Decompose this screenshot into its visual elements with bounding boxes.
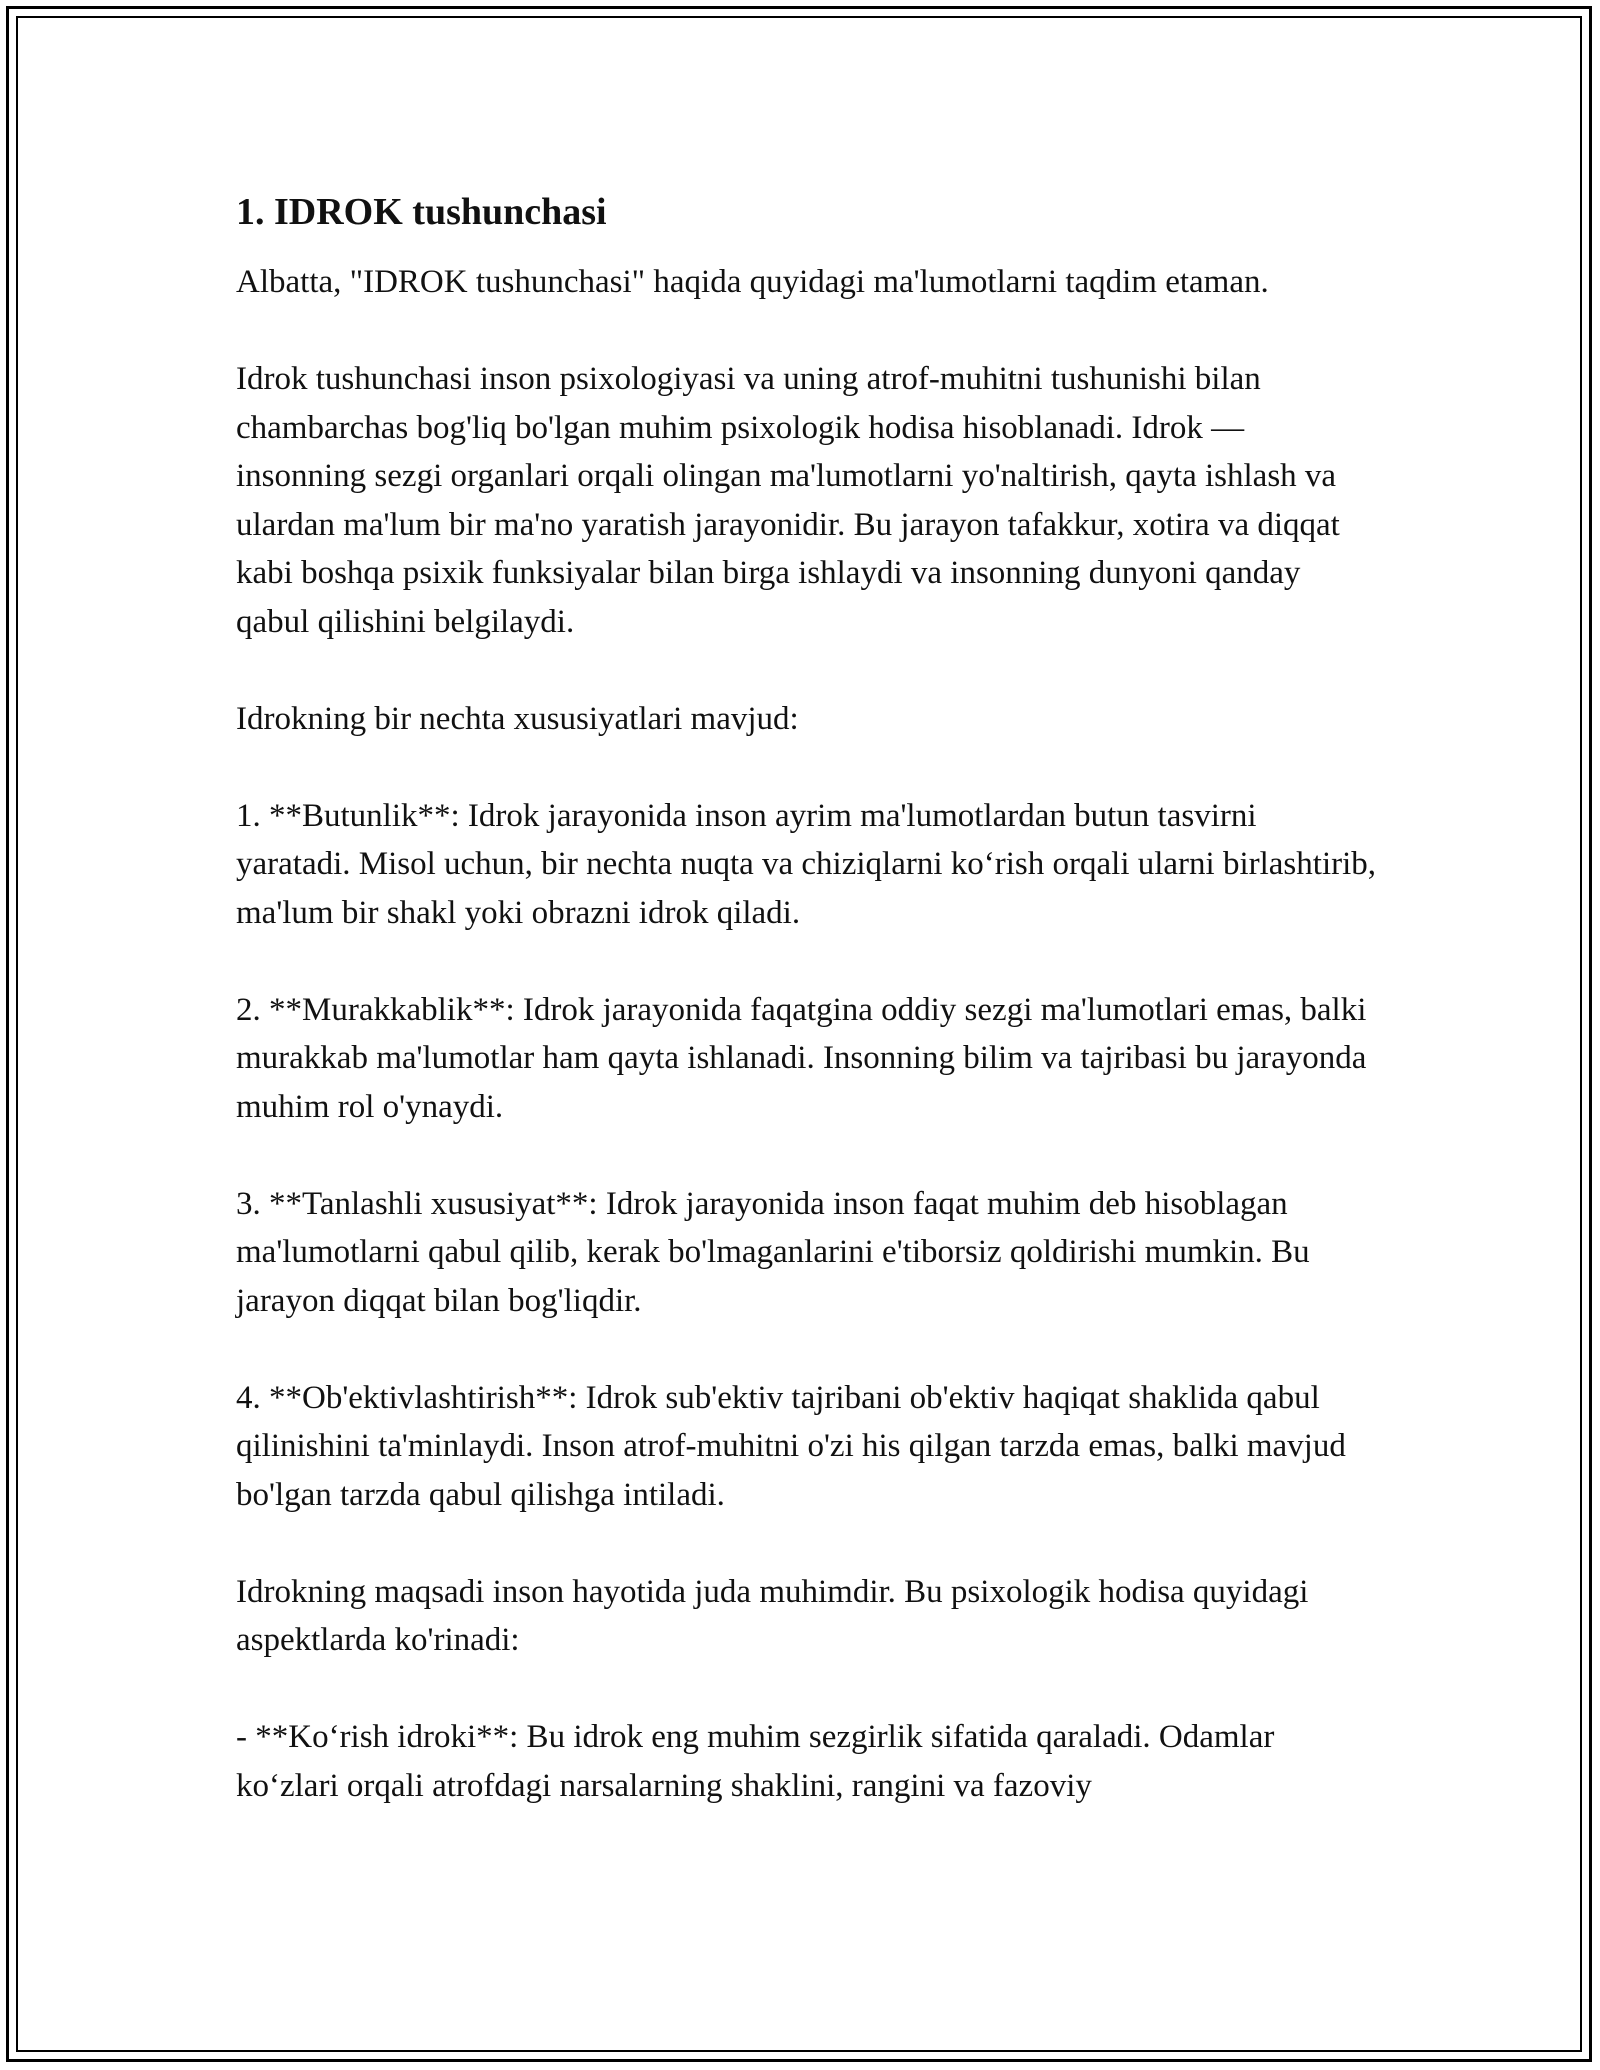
definition-paragraph: Idrok tushunchasi inson psixologiyasi va uning atrof-muhitni tushunishi bilan chambarchas bog'liq bo'lgan muhim psixologik hodisa hisoblanadi. Idrok — insonning sezgi organlari orqali olingan ma'lumotlarni yo'naltirish, qayta ishlash va ulardan ma'lum bir ma'no yaratish jarayonidir. Bu jarayon tafakkur, xotira va diqqat kabi boshqa psixik funksiyalar bilan birga ishlaydi va insonning dunyoni qanday qabul qilishini belgilaydi. <box>236 361 1340 640</box>
features-intro-paragraph: Idrokning bir nechta xususiyatlari mavjud: <box>236 700 799 737</box>
feature-item-murakkablik: 2. **Murakkablik**: Idrok jarayonida faqatgina oddiy sezgi ma'lumotlari emas, balki murakkab ma'lumotlar ham qayta ishlanadi. Insonning bilim va tajribasi bu jarayonda muhim rol o'ynaydi. <box>236 991 1367 1125</box>
feature-item-butunlik: 1. **Butunlik**: Idrok jarayonida inson ayrim ma'lumotlardan butun tasvirni yaratadi. Misol uchun, bir nechta nuqta va chiziqlarni ko‘rish orqali ularni birlashtirib, ma'lum bir shakl yoki obrazni idrok qiladi. <box>236 797 1377 931</box>
document-body <box>236 184 1376 1859</box>
feature-item-tanlashli: 3. **Tanlashli xususiyat**: Idrok jarayonida inson faqat muhim deb hisoblagan ma'lumotlarni qabul qilib, kerak bo'lmaganlarini e'tiborsiz qoldirishi mumkin. Bu jarayon diqqat bilan bog'liqdir. <box>236 1185 1310 1319</box>
section-heading: 1. IDROK tushunchasi <box>236 191 607 233</box>
purpose-paragraph: Idrokning maqsadi inson hayotida juda muhimdir. Bu psixologik hodisa quyidagi aspektlarda ko'rinadi: <box>236 1573 1309 1658</box>
intro-paragraph: Albatta, "IDROK tushunchasi" haqida quyidagi ma'lumotlarni taqdim etaman. <box>236 264 1269 300</box>
aspect-item-korish: - **Ko‘rish idroki**: Bu idrok eng muhim sezgirlik sifatida qaraladi. Odamlar ko‘zlari orqali atrofdagi narsalarning shaklini, rangini va fazoviy <box>236 1719 1275 1804</box>
feature-item-obektivlashtirish: 4. **Ob'ektivlashtirish**: Idrok sub'ektiv tajribani ob'ektiv haqiqat shaklida qabul qilinishini ta'minlaydi. Inson atrof-muhitni o'zi his qilgan tarzda emas, balki mavjud bo'lgan tarzda qabul qilishga intiladi. <box>236 1379 1346 1513</box>
